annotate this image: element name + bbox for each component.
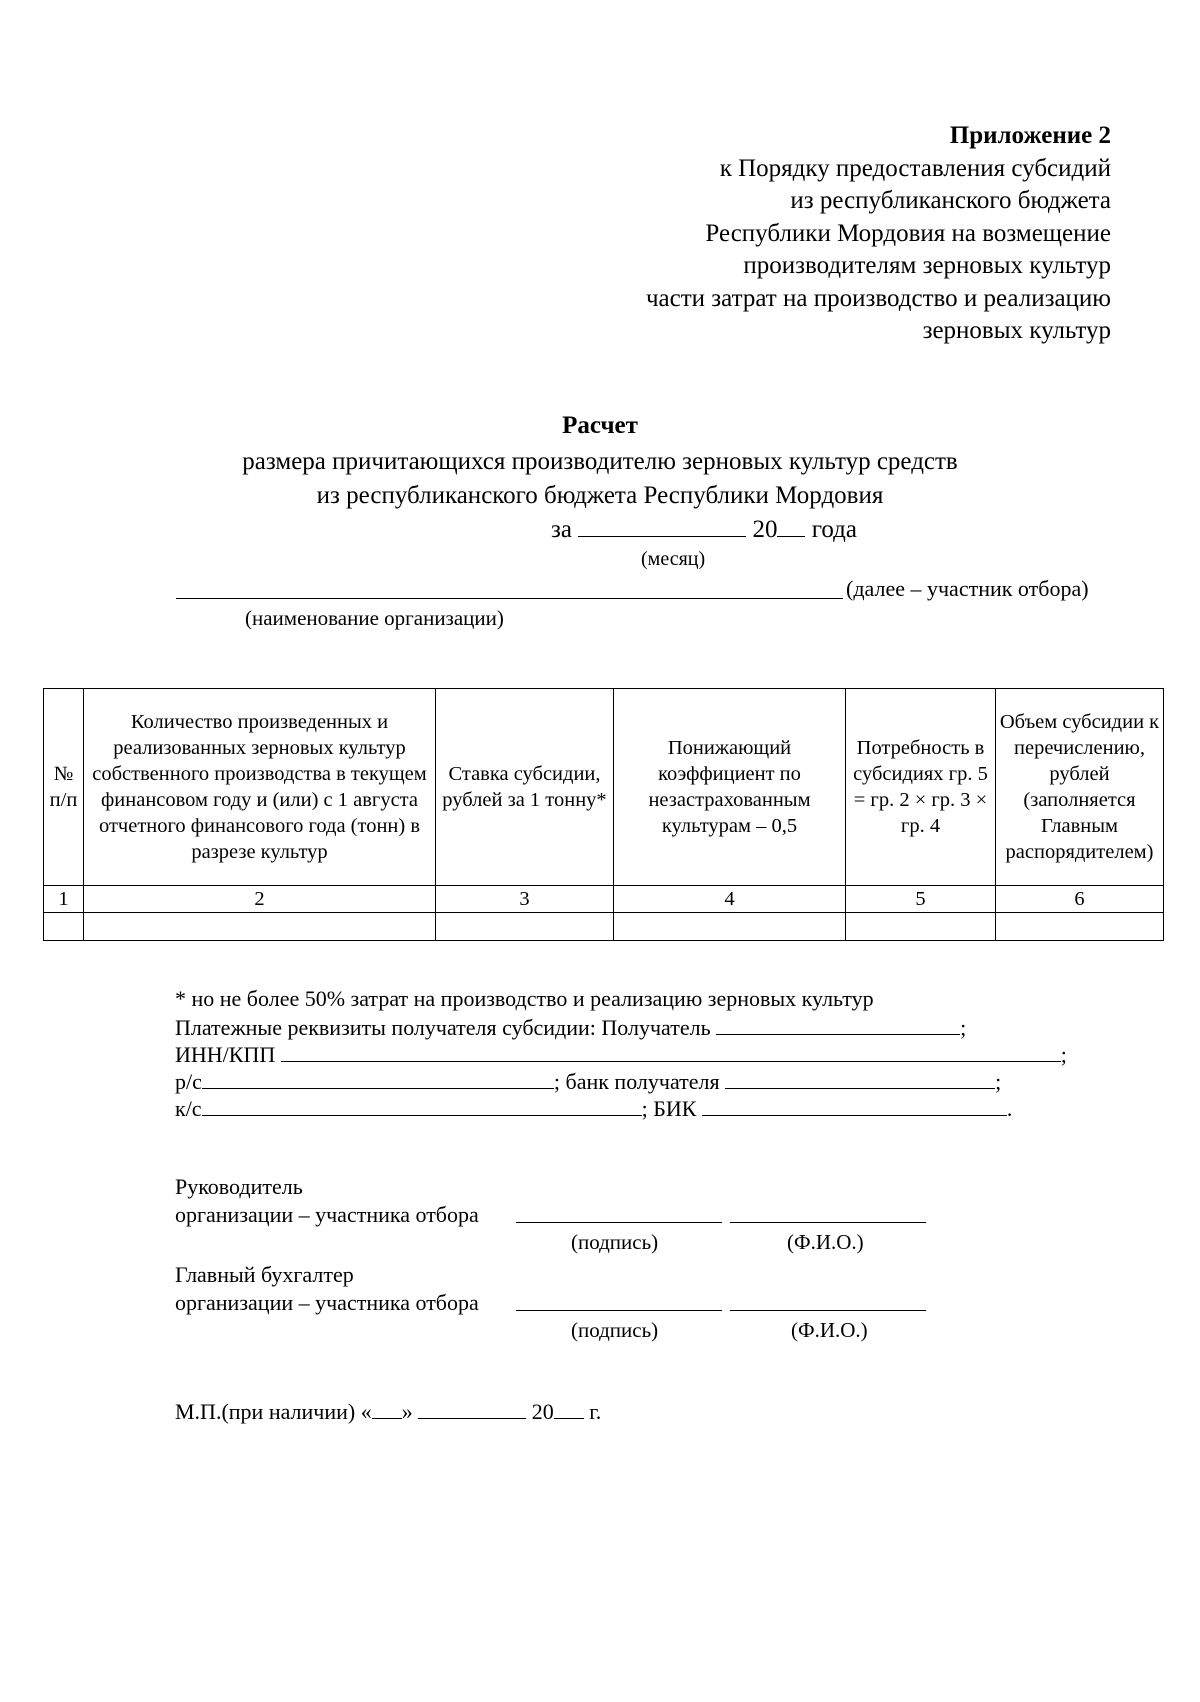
organization-suffix: (далее – участник отбора) bbox=[846, 576, 1089, 601]
accountant-org: организации – участника отбора bbox=[175, 1290, 479, 1315]
organization-name-blank[interactable] bbox=[176, 598, 843, 599]
stamp-year-prefix: 20 bbox=[531, 1399, 554, 1424]
requisites-line-recipient bbox=[175, 1015, 966, 1041]
table-column-number-row bbox=[44, 886, 1164, 913]
period-year-prefix: 20 bbox=[752, 516, 778, 543]
document-subtitle-line-2: из республиканского бюджета Республики Мордовия bbox=[316, 482, 884, 509]
inn-label: ИНН/КПП bbox=[175, 1042, 276, 1067]
bik-blank[interactable] bbox=[702, 1097, 1007, 1116]
table-header-row bbox=[44, 689, 1164, 886]
accountant-title: Главный бухгалтер bbox=[175, 1262, 354, 1287]
appendix-line: производителям зерновых культур bbox=[743, 252, 1111, 279]
header-number: № п/п bbox=[44, 689, 84, 886]
appendix-header bbox=[551, 120, 1111, 348]
document-title: Расчет bbox=[562, 412, 638, 439]
header-rate: Ставка субсидии, рублей за 1 тонну* bbox=[436, 689, 614, 886]
header-quantity: Количество произведенных и реализованных зерновых культур собственного производства в текущем финансовом году и (или) с 1 августа отчетного финансового года (тонн) в разрезе культур bbox=[84, 689, 436, 886]
header-need: Потребность в субсидиях гр. 5 = гр. 2 × гр. 3 × гр. 4 bbox=[846, 689, 996, 886]
accountant-fio-blank[interactable] bbox=[730, 1310, 926, 1311]
semicolon: ; bbox=[960, 1015, 967, 1040]
stamp-line bbox=[175, 1399, 601, 1425]
recipient-blank[interactable] bbox=[716, 1016, 960, 1035]
column-number: 5 bbox=[846, 886, 996, 913]
header-coefficient: Понижающий коэффициент по незастрахованным культурам – 0,5 bbox=[614, 689, 846, 886]
table-cell[interactable] bbox=[614, 913, 846, 941]
day-blank[interactable] bbox=[372, 1400, 402, 1419]
inn-blank[interactable] bbox=[281, 1043, 1061, 1062]
table-cell[interactable] bbox=[996, 913, 1164, 941]
period: . bbox=[1006, 1096, 1013, 1121]
semicolon: ; bbox=[1060, 1042, 1067, 1067]
column-number: 4 bbox=[614, 886, 846, 913]
requisites-line-account bbox=[175, 1069, 1001, 1095]
appendix-heading: Приложение 2 bbox=[949, 122, 1111, 149]
head-fio-blank[interactable] bbox=[730, 1222, 926, 1223]
month-blank-stamp[interactable] bbox=[418, 1400, 526, 1419]
head-signature-blank[interactable] bbox=[516, 1222, 722, 1223]
head-org: организации – участника отбора bbox=[175, 1202, 479, 1227]
requisites-label: Платежные реквизиты получателя субсидии: Получатель bbox=[175, 1015, 711, 1040]
head-fio-caption: (Ф.И.О.) bbox=[787, 1230, 864, 1254]
stamp-text: М.П.(при наличии) « bbox=[175, 1399, 372, 1424]
organization-caption: (наименование организации) bbox=[245, 606, 504, 630]
head-signature-caption: (подпись) bbox=[571, 1230, 659, 1254]
period-za-label: за bbox=[551, 516, 572, 543]
appendix-line: части затрат на производство и реализацию bbox=[645, 284, 1111, 312]
semicolon: ; bbox=[995, 1069, 1002, 1094]
stamp-year-suffix: г. bbox=[589, 1399, 602, 1424]
bank-label: ; банк получателя bbox=[553, 1069, 720, 1094]
table-cell[interactable] bbox=[846, 913, 996, 941]
column-number: 1 bbox=[44, 886, 84, 913]
table-cell[interactable] bbox=[436, 913, 614, 941]
column-number: 6 bbox=[996, 886, 1164, 913]
appendix-line: из республиканского бюджета bbox=[790, 187, 1111, 214]
column-number: 3 bbox=[436, 886, 614, 913]
document-subtitle-line-1: размера причитающихся производителю зерновых культур средств bbox=[242, 448, 958, 475]
accountant-signature-blank[interactable] bbox=[516, 1310, 722, 1311]
appendix-line: к Порядку предоставления субсидий bbox=[719, 154, 1111, 182]
footnote: * но не более 50% затрат на производство и реализацию зерновых культур bbox=[175, 986, 874, 1011]
period-year-suffix: года bbox=[811, 516, 857, 543]
year-blank[interactable] bbox=[777, 514, 805, 537]
calculation-table bbox=[43, 688, 1164, 941]
rs-label: р/с bbox=[175, 1069, 202, 1094]
appendix-line: зерновых культур bbox=[922, 317, 1111, 344]
appendix-line: Республики Мордовия на возмещение bbox=[705, 219, 1111, 247]
month-caption: (месяц) bbox=[641, 548, 706, 570]
bik-label: ; БИК bbox=[641, 1096, 697, 1121]
ks-label: к/с bbox=[175, 1096, 202, 1121]
requisites-line-inn bbox=[175, 1042, 1067, 1068]
column-number: 2 bbox=[84, 886, 436, 913]
table-cell[interactable] bbox=[84, 913, 436, 941]
accountant-signature-caption: (подпись) bbox=[571, 1318, 659, 1342]
requisites-line-corr bbox=[175, 1096, 1012, 1122]
year-blank-stamp[interactable] bbox=[554, 1400, 584, 1419]
month-blank[interactable] bbox=[578, 514, 746, 537]
accountant-fio-caption: (Ф.И.О.) bbox=[791, 1318, 868, 1342]
table-cell[interactable] bbox=[44, 913, 84, 941]
rs-blank[interactable] bbox=[202, 1070, 554, 1089]
header-volume: Объем субсидии к перечислению, рублей (заполняется Главным распорядителем) bbox=[996, 689, 1164, 886]
table-row bbox=[44, 913, 1164, 941]
stamp-close-quote: » bbox=[401, 1399, 413, 1424]
head-title: Руководитель bbox=[175, 1174, 303, 1199]
bank-blank[interactable] bbox=[725, 1070, 995, 1089]
ks-blank[interactable] bbox=[202, 1097, 642, 1116]
period-line bbox=[551, 514, 857, 544]
